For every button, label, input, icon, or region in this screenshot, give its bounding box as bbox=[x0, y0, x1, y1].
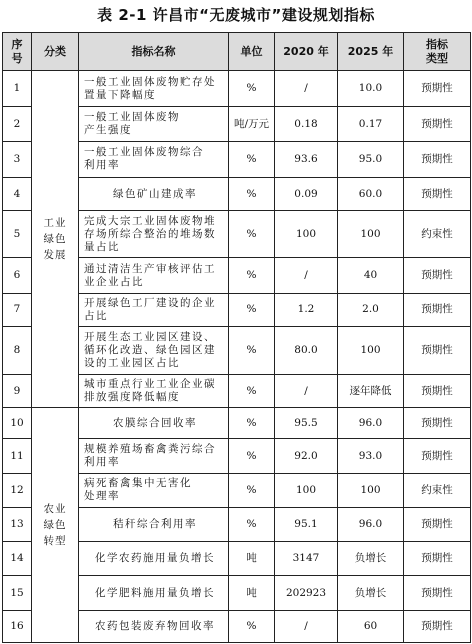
cell-no: 13 bbox=[3, 507, 32, 541]
indicator-name-line: 业企业占比 bbox=[84, 275, 144, 288]
cell-unit: % bbox=[229, 408, 275, 439]
cell-indicator-name bbox=[79, 375, 229, 408]
cell-no: 14 bbox=[3, 542, 32, 576]
indicator-name-line: 产生强度 bbox=[84, 124, 132, 137]
category-label-line: 工业 bbox=[43, 217, 67, 230]
cell-no: 7 bbox=[3, 293, 32, 326]
cell-2020: 95.1 bbox=[275, 507, 338, 541]
indicator-name-line: 排放强度降低幅度 bbox=[84, 391, 180, 404]
indicator-name-line: 利用率 bbox=[84, 159, 120, 172]
cell-no: 12 bbox=[3, 473, 32, 507]
cell-2020: 202923 bbox=[275, 576, 338, 610]
cell-no: 8 bbox=[3, 326, 32, 374]
cell-unit: % bbox=[229, 293, 275, 326]
cell-2025: 60.0 bbox=[338, 178, 404, 211]
header-2020: 2020 年 bbox=[275, 33, 338, 71]
cell-2025: 96.0 bbox=[338, 507, 404, 541]
cell-2020: 92.0 bbox=[275, 439, 338, 473]
cell-no: 9 bbox=[3, 375, 32, 408]
cell-unit: % bbox=[229, 211, 275, 258]
header-name: 指标名称 bbox=[79, 33, 229, 71]
header-2025: 2025 年 bbox=[338, 33, 404, 71]
indicator-name-line: 一般工业固体废物综合 bbox=[84, 146, 204, 159]
cell-indicator-name bbox=[79, 326, 229, 374]
cell-type: 预期性 bbox=[404, 507, 471, 541]
cell-type: 约束性 bbox=[404, 473, 471, 507]
cell-unit: 吨/万元 bbox=[229, 107, 275, 141]
indicator-name-line: 城市重点行业工业企业碳 bbox=[84, 378, 216, 391]
category-label-line: 发展 bbox=[43, 249, 67, 262]
cell-unit: 吨 bbox=[229, 542, 275, 576]
planning-indicators-table bbox=[2, 32, 471, 643]
category-label-line: 绿色 bbox=[43, 233, 67, 246]
cell-2020: / bbox=[275, 71, 338, 107]
cell-indicator-name bbox=[79, 211, 229, 258]
cell-type: 预期性 bbox=[404, 326, 471, 374]
cell-indicator-name bbox=[79, 408, 229, 439]
cell-2025: 负增长 bbox=[338, 576, 404, 610]
cell-type: 预期性 bbox=[404, 439, 471, 473]
cell-unit: % bbox=[229, 610, 275, 642]
cell-indicator-name bbox=[79, 293, 229, 326]
cell-2025: 2.0 bbox=[338, 293, 404, 326]
table-title: 表 2-1 许昌市“无废城市”建设规划指标 bbox=[97, 6, 375, 24]
cell-indicator-name bbox=[79, 178, 229, 211]
cell-unit: % bbox=[229, 375, 275, 408]
header-row bbox=[3, 33, 471, 71]
cell-2020: / bbox=[275, 375, 338, 408]
cell-type: 预期性 bbox=[404, 258, 471, 293]
indicator-name-line: 一般工业固体废物贮存处 bbox=[84, 75, 216, 88]
cell-no: 11 bbox=[3, 439, 32, 473]
cell-2020: 0.09 bbox=[275, 178, 338, 211]
indicator-name-line: 农药包装废弃物回收率 bbox=[95, 619, 215, 632]
cell-indicator-name bbox=[79, 107, 229, 141]
cell-unit: 吨 bbox=[229, 576, 275, 610]
cell-unit: % bbox=[229, 141, 275, 177]
cell-unit: % bbox=[229, 507, 275, 541]
cell-category-agricultural bbox=[32, 408, 79, 643]
indicator-name-line: 设的工业园区占比 bbox=[84, 357, 180, 370]
cell-2025: 40 bbox=[338, 258, 404, 293]
cell-type: 预期性 bbox=[404, 71, 471, 107]
cell-unit: % bbox=[229, 71, 275, 107]
header-no: 序 号 bbox=[3, 33, 32, 71]
table-row bbox=[3, 71, 471, 107]
cell-unit: % bbox=[229, 473, 275, 507]
cell-no: 16 bbox=[3, 610, 32, 642]
cell-2025: 96.0 bbox=[338, 408, 404, 439]
cell-indicator-name bbox=[79, 473, 229, 507]
header-type: 指标 类型 bbox=[404, 33, 471, 71]
cell-type: 预期性 bbox=[404, 576, 471, 610]
cell-2020: 95.5 bbox=[275, 408, 338, 439]
cell-indicator-name bbox=[79, 507, 229, 541]
header-unit: 单位 bbox=[229, 33, 275, 71]
cell-type: 预期性 bbox=[404, 408, 471, 439]
indicator-name-line: 规模养殖场畜禽粪污综合 bbox=[84, 443, 216, 456]
indicator-name-line: 开展生态工业园区建设、 bbox=[84, 331, 216, 344]
cell-no: 1 bbox=[3, 71, 32, 107]
cell-indicator-name bbox=[79, 141, 229, 177]
cell-2020: 100 bbox=[275, 473, 338, 507]
indicator-name-line: 一般工业固体废物 bbox=[84, 111, 180, 124]
cell-2020: / bbox=[275, 258, 338, 293]
cell-indicator-name bbox=[79, 542, 229, 576]
cell-2025: 100 bbox=[338, 211, 404, 258]
cell-2025: 93.0 bbox=[338, 439, 404, 473]
cell-2025: 100 bbox=[338, 473, 404, 507]
cell-type: 预期性 bbox=[404, 141, 471, 177]
table-row bbox=[3, 408, 471, 439]
cell-indicator-name bbox=[79, 71, 229, 107]
cell-no: 2 bbox=[3, 107, 32, 141]
cell-unit: % bbox=[229, 258, 275, 293]
indicator-name-line: 量占比 bbox=[84, 240, 120, 253]
cell-2020: 1.2 bbox=[275, 293, 338, 326]
cell-no: 6 bbox=[3, 258, 32, 293]
cell-no: 3 bbox=[3, 141, 32, 177]
cell-2020: 0.18 bbox=[275, 107, 338, 141]
indicator-name-line: 绿色矿山建成率 bbox=[113, 187, 197, 200]
cell-type: 预期性 bbox=[404, 178, 471, 211]
indicator-name-line: 循环化改造、绿色园区建 bbox=[84, 344, 216, 357]
cell-category-industrial bbox=[32, 71, 79, 408]
cell-indicator-name bbox=[79, 610, 229, 642]
cell-indicator-name bbox=[79, 258, 229, 293]
cell-2020: 100 bbox=[275, 211, 338, 258]
indicator-name-line: 置量下降幅度 bbox=[84, 88, 156, 101]
indicator-name-line: 完成大宗工业固体废物堆 bbox=[84, 214, 216, 227]
cell-2020: 80.0 bbox=[275, 326, 338, 374]
indicator-name-line: 占比 bbox=[84, 309, 108, 322]
cell-type: 约束性 bbox=[404, 211, 471, 258]
cell-2025: 0.17 bbox=[338, 107, 404, 141]
cell-2025: 95.0 bbox=[338, 141, 404, 177]
category-label-line: 转型 bbox=[43, 535, 67, 548]
cell-type: 预期性 bbox=[404, 610, 471, 642]
header-category: 分类 bbox=[32, 33, 79, 71]
indicator-name-line: 开展绿色工厂建设的企业 bbox=[84, 296, 216, 309]
cell-2020: / bbox=[275, 610, 338, 642]
indicator-name-line: 通过清洁生产审核评估工 bbox=[84, 262, 216, 275]
cell-2025: 60 bbox=[338, 610, 404, 642]
indicator-name-line: 利用率 bbox=[84, 456, 120, 469]
indicator-name-line: 处理率 bbox=[84, 490, 120, 503]
category-label-line: 农业 bbox=[43, 503, 67, 516]
cell-2025: 逐年降低 bbox=[338, 375, 404, 408]
indicator-name-line: 存场所综合整治的堆场数 bbox=[84, 227, 216, 240]
cell-no: 10 bbox=[3, 408, 32, 439]
cell-unit: % bbox=[229, 326, 275, 374]
cell-type: 预期性 bbox=[404, 542, 471, 576]
cell-type: 预期性 bbox=[404, 293, 471, 326]
cell-2025: 100 bbox=[338, 326, 404, 374]
indicator-name-line: 化学肥料施用量负增长 bbox=[95, 586, 215, 599]
category-label-line: 绿色 bbox=[43, 519, 67, 532]
cell-unit: % bbox=[229, 439, 275, 473]
cell-2020: 3147 bbox=[275, 542, 338, 576]
cell-no: 15 bbox=[3, 576, 32, 610]
cell-type: 预期性 bbox=[404, 107, 471, 141]
cell-type: 预期性 bbox=[404, 375, 471, 408]
indicator-name-line: 农膜综合回收率 bbox=[113, 416, 197, 429]
cell-2025: 10.0 bbox=[338, 71, 404, 107]
cell-indicator-name bbox=[79, 576, 229, 610]
cell-unit: % bbox=[229, 178, 275, 211]
cell-2020: 93.6 bbox=[275, 141, 338, 177]
indicator-name-line: 化学农药施用量负增长 bbox=[95, 552, 215, 565]
cell-indicator-name bbox=[79, 439, 229, 473]
cell-no: 5 bbox=[3, 211, 32, 258]
indicator-name-line: 秸秆综合利用率 bbox=[113, 518, 197, 531]
cell-no: 4 bbox=[3, 178, 32, 211]
cell-2025: 负增长 bbox=[338, 542, 404, 576]
indicator-name-line: 病死畜禽集中无害化 bbox=[84, 477, 192, 490]
